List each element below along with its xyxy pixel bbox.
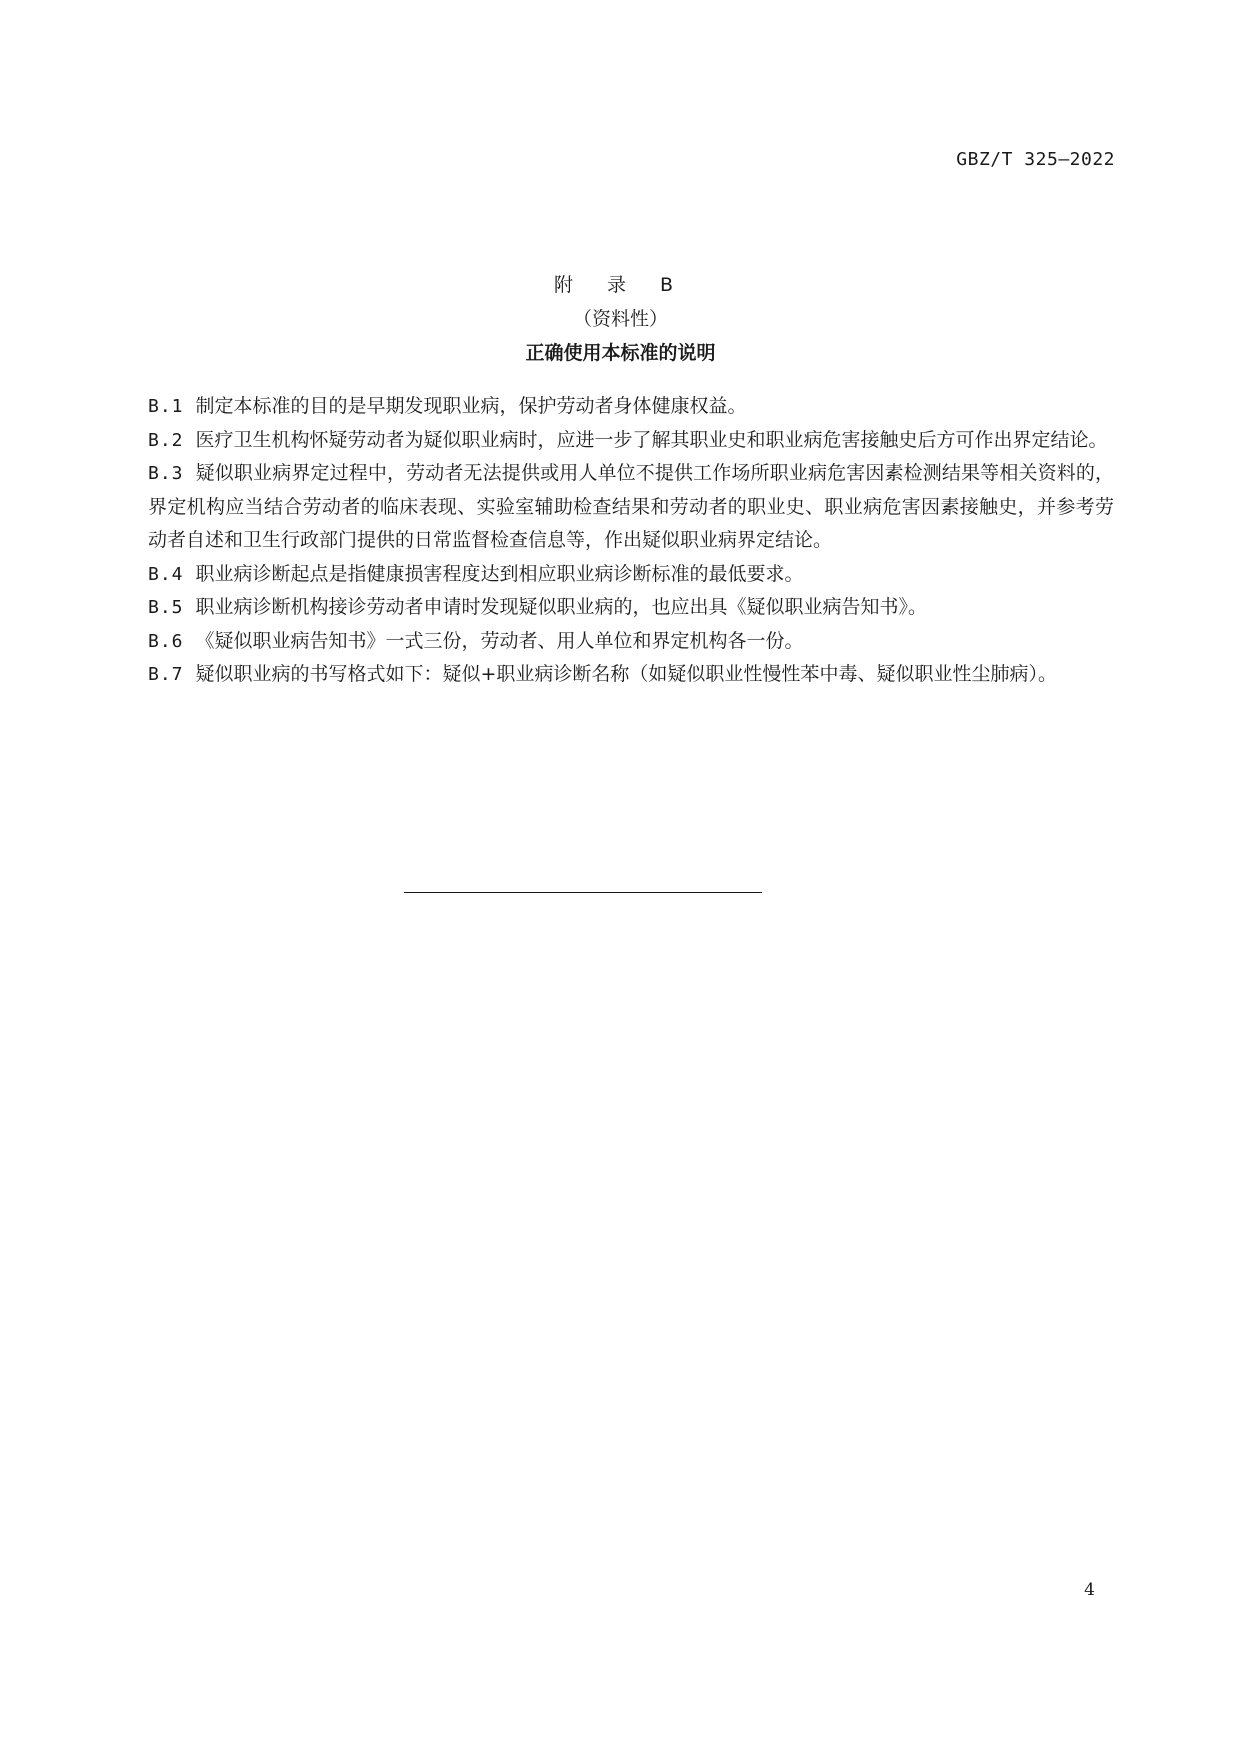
- clause-b4: [148, 558, 1114, 592]
- page-number: 4: [1084, 1580, 1095, 1600]
- annex-type: （资料性）: [572, 308, 668, 330]
- standard-code: GBZ/T 325—2022: [956, 149, 1115, 170]
- clause-b6: [148, 625, 1114, 659]
- clause-list: [148, 390, 1114, 692]
- clause-b3: [148, 457, 1114, 558]
- clause-b2: [148, 424, 1114, 458]
- clause-text: 职业病诊断起点是指健康损害程度达到相应职业病诊断标准的最低要求。: [195, 562, 804, 585]
- clause-b1: [148, 390, 1114, 424]
- clause-text: 疑似职业病界定过程中，劳动者无法提供或用人单位不提供工作场所职业病危害因素检测结果等相关资料的，界定机构应当结合劳动者的临床表现、实验室辅助检查结果和劳动者的职业史、职业病危害因素接触史，并参考劳动者自述和卫生行政部门提供的日常监督检查信息等，作出疑似职业病界定结论。: [148, 462, 1114, 551]
- clause-text: 职业病诊断机构接诊劳动者申请时发现疑似职业病的，也应出具《疑似职业病告知书》。: [195, 596, 928, 618]
- clause-number: B.5: [148, 597, 184, 618]
- clause-number: B.6: [148, 630, 184, 652]
- clause-b7: [148, 658, 1114, 692]
- end-of-document-rule: [404, 892, 762, 893]
- clause-b5: [148, 591, 1114, 625]
- annex-heading: [0, 268, 1241, 370]
- clause-number: B.4: [148, 563, 184, 585]
- clause-text: 医疗卫生机构怀疑劳动者为疑似职业病时，应进一步了解其职业史和职业病危害接触史后方可作出界定结论。: [195, 428, 1108, 451]
- annex-label: 附 录 B: [553, 274, 688, 296]
- annex-subject: 正确使用本标准的说明: [525, 342, 716, 364]
- clause-text: 制定本标准的目的是早期发现职业病，保护劳动者身体健康权益。: [195, 395, 747, 417]
- clause-number: B.7: [148, 664, 184, 685]
- clause-text: 《疑似职业病告知书》一式三份，劳动者、用人单位和界定机构各一份。: [195, 629, 804, 652]
- clause-number: B.3: [148, 463, 184, 484]
- clause-number: B.1: [148, 396, 184, 417]
- clause-text: 疑似职业病的书写格式如下：疑似+职业病诊断名称（如疑似职业性慢性苯中毒、疑似职业性尘肺病）。: [195, 663, 1057, 685]
- clause-number: B.2: [148, 429, 184, 451]
